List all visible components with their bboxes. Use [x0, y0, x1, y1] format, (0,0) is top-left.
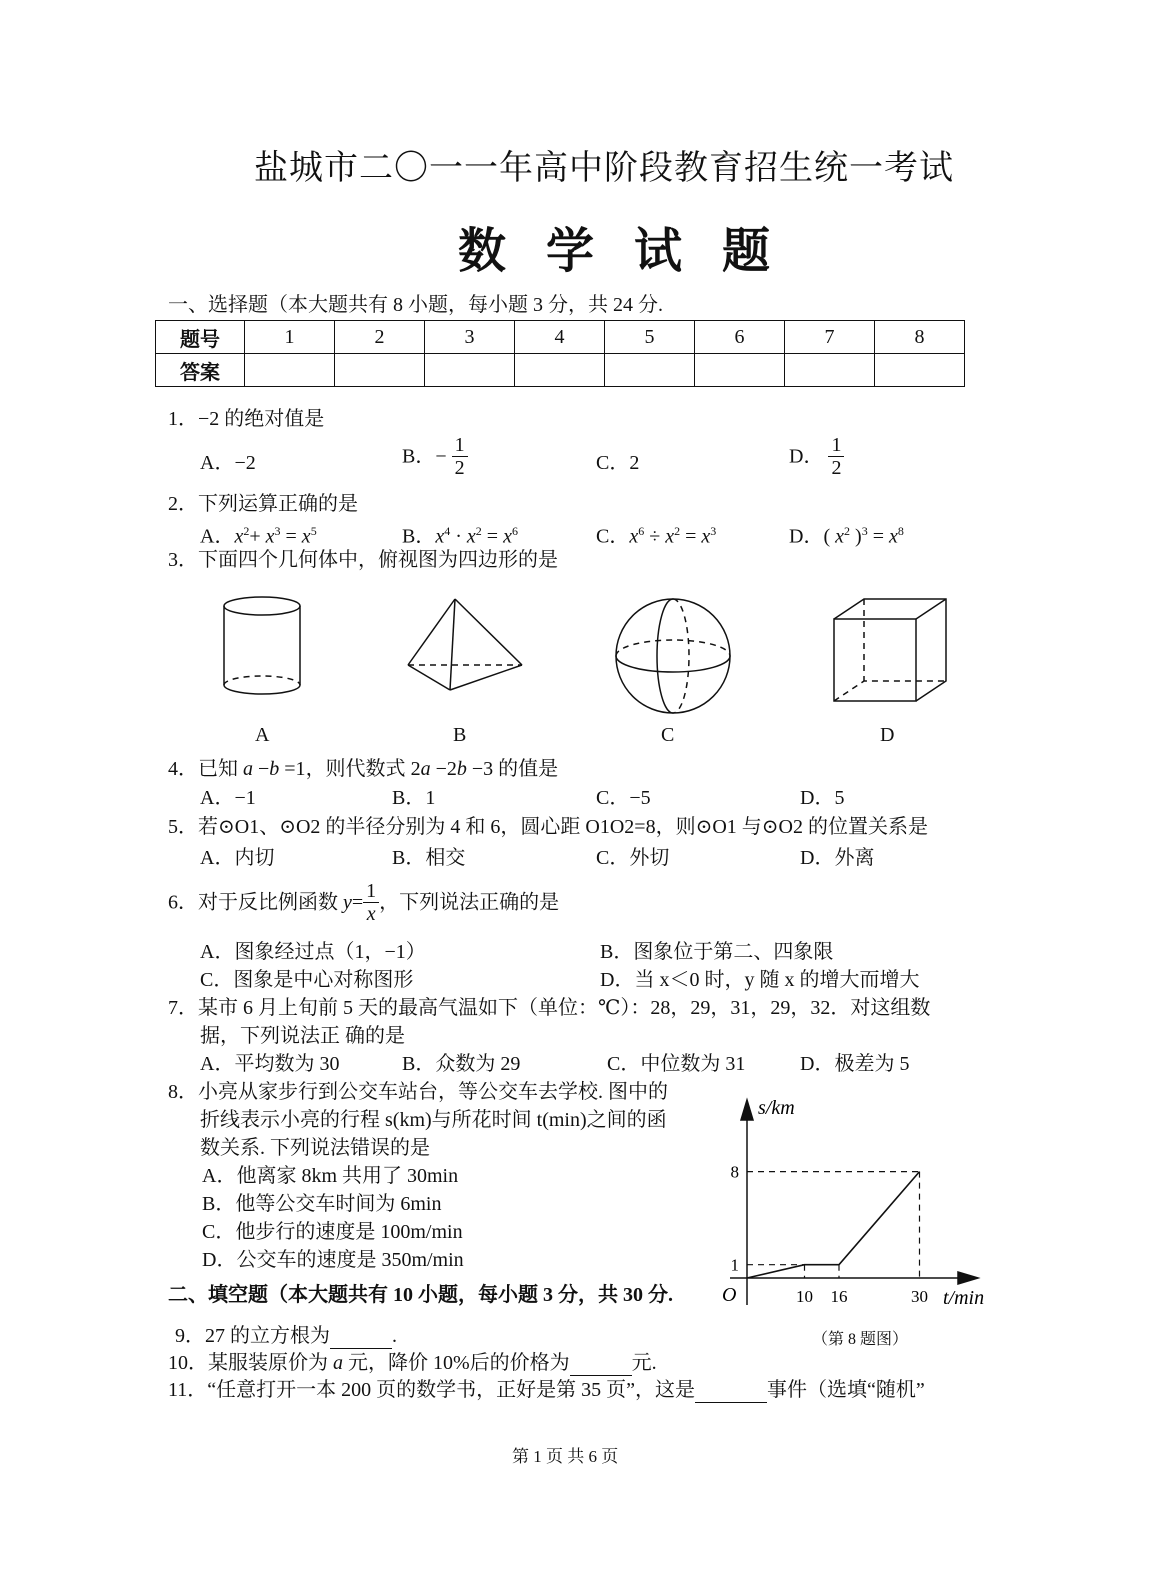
exam-title: 盐城市二〇一一年高中阶段教育招生统一考试 — [254, 150, 954, 187]
q7-option-c: C．中位数为 31 — [607, 1053, 746, 1075]
section2-heading: 二、填空题（本大题共有 10 小题，每小题 3 分，共 30 分. — [168, 1284, 673, 1306]
q2-option-a: A．$x^2+ x^3 = x^5$ — [200, 524, 317, 548]
q4-stem: 4．已知 a −b =1，则代数式 2a −2b −3 的值是 — [168, 758, 559, 780]
y-axis-arrow — [741, 1100, 753, 1120]
question-number: 8 — [875, 321, 965, 354]
cube-figure — [834, 599, 946, 701]
q3-label-b: B — [453, 724, 467, 746]
q2-option-d: D．( $x^2$ )$^3 = x^8$ — [789, 524, 904, 548]
q9: 9．27 的立方根为 . — [175, 1325, 397, 1347]
q1-option-b — [402, 434, 468, 479]
q3-label-c: C — [661, 724, 675, 746]
q8-option-b: B．他等公交车时间为 6min — [202, 1193, 442, 1215]
answer-cell[interactable] — [245, 354, 335, 387]
x-axis-label: t/min — [943, 1287, 985, 1309]
q7-option-d: D．极差为 5 — [800, 1053, 910, 1075]
q6-option-c: C．图象是中心对称图形 — [200, 969, 414, 991]
y-tick-label: 8 — [730, 1162, 739, 1182]
q8-line2: 折线表示小亮的行程 s(km)与所花时间 t(min)之间的函 — [200, 1109, 667, 1131]
q7-line1: 7．某市 6 月上旬前 5 天的最高气温如下（单位：℃）：28，29，31，29，32．对这组数 — [168, 997, 931, 1019]
answer-cell[interactable] — [605, 354, 695, 387]
question-number: 6 — [695, 321, 785, 354]
question-number: 7 — [785, 321, 875, 354]
fraction-denominator: 2 — [454, 457, 465, 479]
subject-title: 数 学 试 题 — [458, 225, 785, 278]
cylinder-figure — [224, 597, 300, 694]
q2-option-b: B．$x^4 \cdot x^2 = x^6$ — [402, 524, 518, 548]
q8-option-a: A．他离家 8km 共用了 30min — [202, 1165, 459, 1187]
q5-option-b: B．相交 — [392, 847, 466, 869]
solids-figure — [150, 585, 1010, 720]
q5-option-c: C．外切 — [596, 847, 670, 869]
q3-label-a: A — [255, 724, 270, 746]
table-row — [156, 354, 965, 387]
question-number: 2 — [335, 321, 425, 354]
origin-label: O — [722, 1284, 737, 1306]
q6-stem: 6．对于反比例函数 y= $\frac{1}{x}$ ，下列说法正确的是 — [168, 880, 560, 925]
q1-option-a: A．−2 — [200, 452, 256, 474]
q11: 11．“任意打开一本 200 页的数学书，正好是第 35 页”，这是 事件（选填“随机” — [168, 1379, 925, 1401]
q7-line2: 据，下列说法正 确的是 — [200, 1025, 405, 1047]
q5-option-a: A．内切 — [200, 847, 275, 869]
q1-option-c: C．2 — [596, 452, 640, 474]
row-label-answer: 答案 — [156, 354, 245, 387]
tetrahedron-figure — [408, 599, 522, 690]
page-footer: 第 1 页 共 6 页 — [512, 1447, 619, 1466]
q8-line1: 8．小亮从家步行到公交车站台，等公交车去学校. 图中的 — [168, 1081, 668, 1103]
answer-cell[interactable] — [335, 354, 425, 387]
answer-table — [155, 320, 965, 387]
x-tick-label: 30 — [911, 1287, 928, 1306]
q3-stem: 3．下面四个几何体中，俯视图为四边形的是 — [168, 549, 558, 571]
question-number: 1 — [245, 321, 335, 354]
q8-caption: （第 8 题图） — [812, 1331, 909, 1348]
q1-option-b-prefix: B．− — [402, 445, 447, 468]
answer-cell[interactable] — [425, 354, 515, 387]
series-line — [747, 1172, 920, 1278]
q4-option-b: B．1 — [392, 787, 436, 809]
q6-option-d: D．当 x＜0 时，y 随 x 的增大而增大 — [600, 969, 920, 991]
answer-cell[interactable] — [785, 354, 875, 387]
q2-stem: 2．下列运算正确的是 — [168, 493, 358, 515]
q2-option-c: C．$x^6 \div x^2 = x^3$ — [596, 524, 717, 548]
q5-option-d: D．外离 — [800, 847, 875, 869]
q6-option-a: A．图象经过点（1，−1） — [200, 941, 426, 963]
answer-cell[interactable] — [695, 354, 785, 387]
q4-option-a: A．−1 — [200, 787, 256, 809]
q7-option-a: A．平均数为 30 — [200, 1053, 340, 1075]
question-number: 4 — [515, 321, 605, 354]
q8-option-d: D．公交车的速度是 350m/min — [202, 1249, 464, 1271]
q1-option-d — [789, 434, 844, 479]
fraction-numerator: 1 — [452, 434, 468, 457]
q4-option-c: C．−5 — [596, 787, 651, 809]
q7-option-b: B．众数为 29 — [402, 1053, 521, 1075]
q1-option-d-prefix: D． — [789, 445, 824, 468]
y-tick-label: 1 — [730, 1255, 739, 1275]
question-number: 5 — [605, 321, 695, 354]
q10: 10．某服装原价为 a 元，降价 10%后的价格为 元. — [168, 1352, 657, 1374]
question-number: 3 — [425, 321, 515, 354]
y-axis-label: s/km — [758, 1097, 795, 1119]
q8-line-chart — [700, 1090, 1010, 1320]
q3-label-d: D — [880, 724, 895, 746]
x-tick-label: 16 — [830, 1287, 848, 1306]
q5-stem: 5．若⊙O1、⊙O2 的半径分别为 4 和 6，圆心距 O1O2=8，则⊙O1 与⊙O2 的位置关系是 — [168, 816, 928, 838]
fraction-numerator: 1 — [828, 434, 844, 457]
answer-cell[interactable] — [875, 354, 965, 387]
q4-option-d: D．5 — [800, 787, 845, 809]
section1-heading: 一、选择题（本大题共有 8 小题，每小题 3 分，共 24 分. — [168, 294, 663, 316]
q6-option-b: B．图象位于第二、四象限 — [600, 941, 834, 963]
table-row — [156, 321, 965, 354]
q8-line3: 数关系. 下列说法错误的是 — [200, 1137, 430, 1159]
x-axis-arrow — [958, 1272, 978, 1284]
row-label-question: 题号 — [156, 321, 245, 354]
q8-option-c: C．他步行的速度是 100m/min — [202, 1221, 463, 1243]
fraction-denominator: 2 — [831, 457, 842, 479]
sphere-figure — [616, 599, 730, 713]
answer-cell[interactable] — [515, 354, 605, 387]
x-tick-label: 10 — [796, 1287, 813, 1306]
q1-stem: 1．−2 的绝对值是 — [168, 408, 325, 430]
